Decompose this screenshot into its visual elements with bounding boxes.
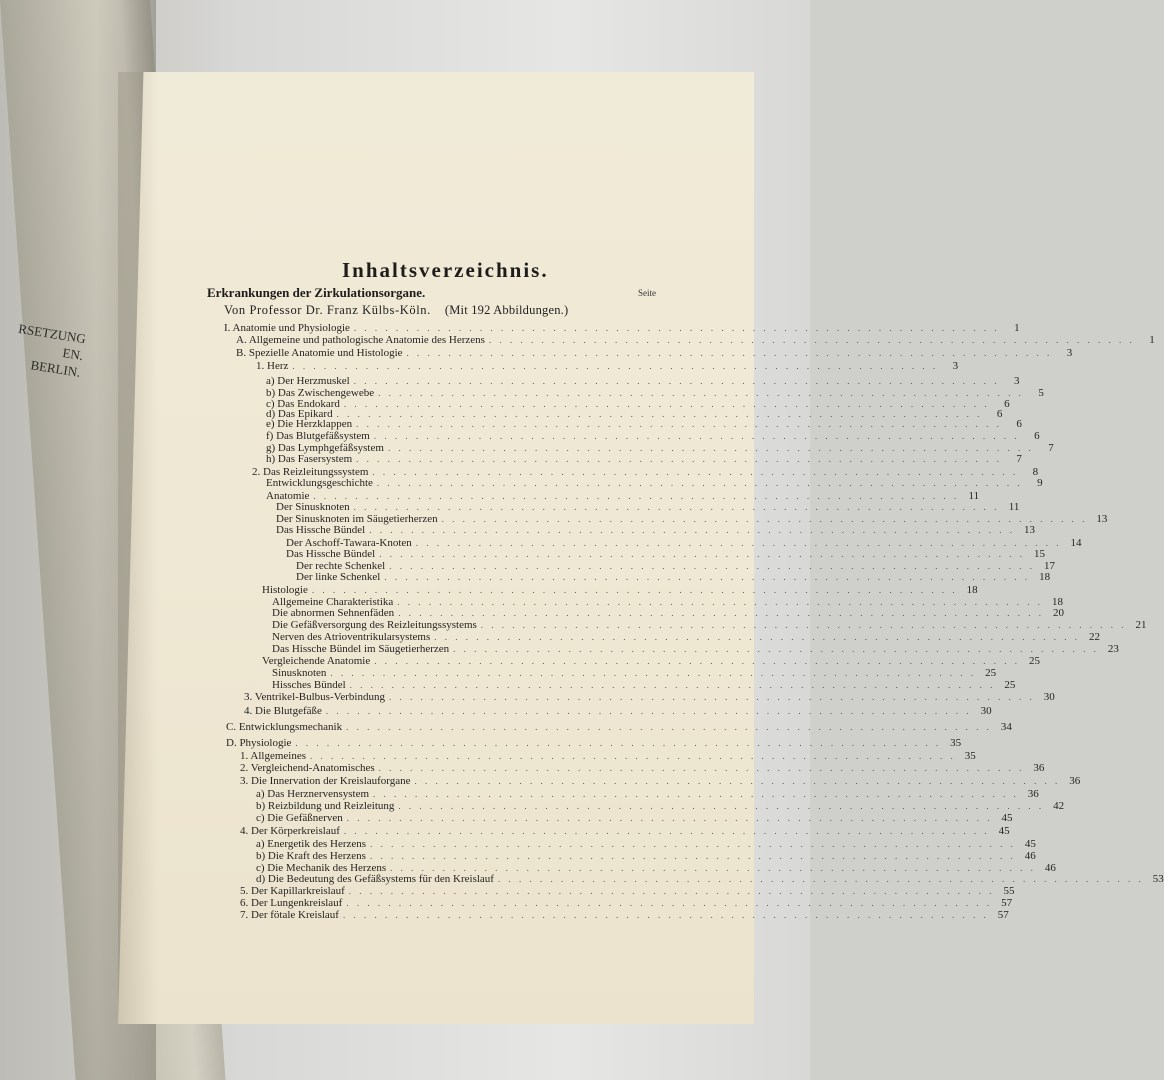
toc-entry-label: Der rechte Schenkel	[296, 560, 386, 572]
toc-entry-page: 18	[966, 584, 978, 596]
leader-dots: . . . . . . . . . . . . . . . . . . . . . . . . . . . . . . . . . . . . . . . . . . . . . . . . . . . . . . . . . . . . . .	[390, 863, 1036, 873]
toc-entry	[256, 812, 1013, 824]
toc-entry-label: 7. Der fötale Kreislauf	[240, 909, 339, 921]
toc-entry-page: 20	[1052, 607, 1064, 619]
leader-dots: . . . . . . . . . . . . . . . . . . . . . . . . . . . . . . . . . . . . . . . . . . . . . . . . . . . . . . . . . . . . . .	[313, 491, 960, 501]
leader-dots: . . . . . . . . . . . . . . . . . . . . . . . . . . . . . . . . . . . . . . . . . . . . . . . . . . . . . . . . . . . . . .	[336, 409, 983, 419]
toc-entry	[240, 762, 1045, 774]
leader-dots: . . . . . . . . . . . . . . . . . . . . . . . . . . . . . . . . . . . . . . . . . . . . . . . . . . . . . . . . . . . . . .	[434, 632, 1080, 642]
toc-entry-label: Nerven des Atrioventrikularsystems	[272, 631, 431, 643]
toc-entry-page: 14	[1070, 537, 1082, 549]
toc-entry	[240, 909, 1009, 921]
toc-entry	[272, 607, 1064, 619]
toc-entry-page: 1	[1014, 322, 1020, 334]
leader-dots: . . . . . . . . . . . . . . . . . . . . . . . . . . . . . . . . . . . . . . . . . . . . . . . . . . . . . . . . . . . . . .	[415, 538, 1062, 548]
leader-dots: . . . . . . . . . . . . . . . . . . . . . . . . . . . . . . . . . . . . . . . . . . . . . . . . . . . . . . . . . . . . . .	[497, 874, 1144, 884]
toc-entry-page: 35	[950, 737, 962, 749]
toc-entry-page: 7	[1016, 453, 1022, 465]
toc-entry-page: 11	[1008, 501, 1020, 513]
toc-entry-page: 15	[1033, 548, 1045, 560]
leader-dots: . . . . . . . . . . . . . . . . . . . . . . . . . . . . . . . . . . . . . . . . . . . . . . . . . . . . . . . . . . . . . .	[387, 443, 1034, 453]
author-line	[224, 303, 568, 318]
toc-entry-label: 4. Der Körperkreislauf	[240, 825, 340, 837]
toc-entry-label: 2. Vergleichend-Anatomisches	[240, 762, 375, 774]
toc-entry-page: 3	[1066, 347, 1073, 359]
leader-dots: . . . . . . . . . . . . . . . . . . . . . . . . . . . . . . . . . . . . . . . . . . . . . . . . . . . . . . . . . . . . . .	[414, 776, 1061, 786]
toc-entry	[256, 800, 1065, 812]
toc-entry-page: 53	[1152, 873, 1164, 885]
toc-entry-page: 46	[1024, 850, 1036, 862]
leader-dots: . . . . . . . . . . . . . . . . . . . . . . . . . . . . . . . . . . . . . . . . . . . . . . . . . . . . . . . . . . . . . .	[376, 478, 1023, 488]
toc-entry-page: 34	[1000, 721, 1012, 733]
leader-dots: . . . . . . . . . . . . . . . . . . . . . . . . . . . . . . . . . . . . . . . . . . . . . . . . . . . . . . . . . . . . . .	[348, 886, 995, 896]
toc-entry	[240, 825, 1010, 837]
toc-entry	[244, 705, 992, 717]
toc-entry-page: 35	[964, 750, 976, 762]
toc-entry-page: 42	[1053, 800, 1065, 812]
leader-dots: . . . . . . . . . . . . . . . . . . . . . . . . . . . . . . . . . . . . . . . . . . . . . . . . . . . . . . . . . . . . . .	[311, 585, 958, 595]
toc-heading: Inhaltsverzeichnis.	[342, 258, 549, 282]
toc-entry	[296, 571, 1051, 583]
toc-entry	[256, 850, 1036, 862]
leader-dots: . . . . . . . . . . . . . . . . . . . . . . . . . . . . . . . . . . . . . . . . . . . . . . . . . . . . . . . . . . . . . .	[349, 680, 996, 690]
toc-entry	[286, 548, 1045, 560]
toc-entry-page: 57	[997, 909, 1009, 921]
toc-entry-page: 45	[998, 825, 1010, 837]
toc-entry-page: 18	[1052, 596, 1064, 608]
toc-entry-label: a) Der Herzmuskel	[266, 375, 350, 387]
toc-entry-page: 45	[1024, 838, 1036, 850]
toc-entry-label: 4. Die Blutgefäße	[244, 705, 322, 717]
toc-entry-label: Entwicklungsgeschichte	[266, 477, 373, 489]
toc-entry-page: 45	[1001, 812, 1013, 824]
toc-entry-page: 57	[1001, 897, 1013, 909]
toc-entry-page: 7	[1048, 442, 1054, 454]
toc-entry-label: a) Das Herznervensystem	[256, 788, 370, 800]
author-name: Von Professor Dr. Franz Külbs-Köln.	[224, 303, 431, 317]
toc-entry-label: c) Die Gefäßnerven	[256, 812, 343, 824]
toc-entry-page: 13	[1096, 513, 1108, 525]
leader-dots: . . . . . . . . . . . . . . . . . . . . . . . . . . . . . . . . . . . . . . . . . . . . . . . . . . . . . . . . . . . . . .	[379, 549, 1025, 559]
leader-dots: . . . . . . . . . . . . . . . . . . . . . . . . . . . . . . . . . . . . . . . . . . . . . . . . . . . . . . . . . . . . . .	[441, 514, 1088, 524]
leader-dots: . . . . . . . . . . . . . . . . . . . . . . . . . . . . . . . . . . . . . . . . . . . . . . . . . . . . . . . . . . . . . .	[373, 431, 1020, 441]
toc-entry-label: Allgemeine Charakteristika	[272, 596, 394, 608]
leader-dots: . . . . . . . . . . . . . . . . . . . . . . . . . . . . . . . . . . . . . . . . . . . . . . . . . . . . . . . . . . . . . .	[353, 376, 1000, 386]
toc-entry-label: 3. Ventrikel-Bulbus-Verbindung	[244, 691, 385, 703]
leader-dots: . . . . . . . . . . . . . . . . . . . . . . . . . . . . . . . . . . . . . . . . . . . . . . . . . . . . . . . . . . . . . .	[384, 572, 1031, 582]
leader-dots: . . . . . . . . . . . . . . . . . . . . . . . . . . . . . . . . . . . . . . . . . . . . . . . . . . . . . . . . . . . . . .	[369, 525, 1015, 535]
toc-entry-label: Hissches Bündel	[272, 679, 346, 691]
toc-entry	[240, 750, 976, 762]
toc-entry-label: Das Hissche Bündel im Säugetierherzen	[272, 643, 450, 655]
toc-entry-label: b) Reizbildung und Reizleitung	[256, 800, 395, 812]
toc-entry-label: Der Aschoff-Tawara-Knoten	[286, 537, 412, 549]
toc-entry-label: Die Gefäßversorgung des Reizleitungssystems	[272, 619, 477, 631]
toc-entry	[276, 524, 1035, 536]
toc-entry-label: Der Sinusknoten	[276, 501, 350, 513]
leader-dots: . . . . . . . . . . . . . . . . . . . . . . . . . . . . . . . . . . . . . . . . . . . . . . . . . . . . . . . . . . . . . .	[353, 323, 1000, 333]
toc-entry-page: 9	[1037, 477, 1043, 489]
toc-entry	[266, 418, 1022, 430]
leader-dots: . . . . . . . . . . . . . . . . . . . . . . . . . . . . . . . . . . . . . . . . . . . . . . . . . . . . . . . . . . . . . .	[343, 826, 990, 836]
toc-entry-label: e) Die Herzklappen	[266, 418, 353, 430]
toc-entry-page: 25	[985, 667, 997, 679]
toc-entry-page: 6	[996, 408, 1003, 420]
toc-entry-label: d) Die Bedeutung des Gefäßsystems für den Kreislauf	[256, 873, 494, 885]
toc-entry	[256, 360, 959, 372]
toc-entry	[236, 334, 1155, 346]
toc-entry-label: 1. Allgemeines	[240, 750, 306, 762]
toc-entry-page: 8	[1032, 466, 1039, 478]
toc-entry-page: 6	[1034, 430, 1040, 442]
toc-entry-page: 25	[1028, 655, 1040, 667]
toc-entry	[240, 775, 1081, 787]
toc-entry	[244, 691, 1055, 703]
toc-entry-label: Das Hissche Bündel	[286, 548, 376, 560]
leader-dots: . . . . . . . . . . . . . . . . . . . . . . . . . . . . . . . . . . . . . . . . . . . . . . . . . . . . . . . . . . . . . .	[369, 851, 1016, 861]
toc-entry-page: 46	[1044, 862, 1056, 874]
leader-dots: . . . . . . . . . . . . . . . . . . . . . . . . . . . . . . . . . . . . . . . . . . . . . . . . . . . . . . . . . . . . . .	[398, 608, 1044, 618]
toc-entry	[276, 501, 1020, 513]
toc-entry-label: 2. Das Reizleitungssystem	[252, 466, 369, 478]
leader-dots: . . . . . . . . . . . . . . . . . . . . . . . . . . . . . . . . . . . . . . . . . . . . . . . . . . . . . . . . . . . . . .	[292, 361, 939, 371]
toc-entry-label: B. Spezielle Anatomie und Histologie	[236, 347, 403, 359]
toc-entry-label: 6. Der Lungenkreislauf	[240, 897, 343, 909]
leader-dots: . . . . . . . . . . . . . . . . . . . . . . . . . . . . . . . . . . . . . . . . . . . . . . . . . . . . . . . . . . . . . .	[372, 467, 1019, 477]
toc-entry-label: b) Die Kraft des Herzens	[256, 850, 366, 862]
toc-entry	[272, 643, 1119, 655]
toc-entry-label: 5. Der Kapillarkreislauf	[240, 885, 345, 897]
leader-dots: . . . . . . . . . . . . . . . . . . . . . . . . . . . . . . . . . . . . . . . . . . . . . . . . . . . . . . . . . . . . . .	[343, 399, 990, 409]
toc-entry	[266, 375, 1020, 387]
toc-entry-label: Sinusknoten	[272, 667, 327, 679]
toc-entry	[256, 838, 1036, 850]
toc-entry-label: Der linke Schenkel	[296, 571, 381, 583]
toc-entry	[272, 631, 1100, 643]
leader-dots: . . . . . . . . . . . . . . . . . . . . . . . . . . . . . . . . . . . . . . . . . . . . . . . . . . . . . . . . . . . . . .	[330, 668, 977, 678]
toc-entry-page: 25	[1004, 679, 1016, 691]
leader-dots: . . . . . . . . . . . . . . . . . . . . . . . . . . . . . . . . . . . . . . . . . . . . . . . . . . . . . . . . . . . . . .	[356, 419, 1002, 429]
toc-entry	[272, 667, 997, 679]
toc-entry-label: d) Das Epikard	[266, 408, 333, 420]
toc-entry-page: 3	[952, 360, 959, 372]
toc-entry	[240, 885, 1015, 897]
toc-entry	[266, 477, 1043, 489]
leader-dots: . . . . . . . . . . . . . . . . . . . . . . . . . . . . . . . . . . . . . . . . . . . . . . . . . . . . . . . . . . . . . .	[370, 839, 1016, 849]
toc-entry-label: 3. Die Innervation der Kreislauforgane	[240, 775, 411, 787]
toc-entry	[240, 897, 1013, 909]
leader-dots: . . . . . . . . . . . . . . . . . . . . . . . . . . . . . . . . . . . . . . . . . . . . . . . . . . . . . . . . . . . . . .	[353, 502, 1000, 512]
toc-entry	[266, 430, 1040, 442]
toc-entry	[272, 679, 1016, 691]
toc-entry-page: 55	[1003, 885, 1015, 897]
spine-shadow	[118, 72, 158, 1024]
toc-entry-label: b) Das Zwischengewebe	[266, 387, 375, 399]
leader-dots: . . . . . . . . . . . . . . . . . . . . . . . . . . . . . . . . . . . . . . . . . . . . . . . . . . . . . . . . . . . . . .	[346, 898, 993, 908]
toc-entry-label: g) Das Lymphgefäßsystem	[266, 442, 384, 454]
leader-dots: . . . . . . . . . . . . . . . . . . . . . . . . . . . . . . . . . . . . . . . . . . . . . . . . . . . . . . . . . . . . . .	[406, 348, 1053, 358]
toc-entry-page: 11	[968, 490, 980, 502]
toc-entry-page: 3	[1013, 375, 1020, 387]
leader-dots: . . . . . . . . . . . . . . . . . . . . . . . . . . . . . . . . . . . . . . . . . . . . . . . . . . . . . . . . . . . . . .	[342, 910, 989, 920]
leader-dots: . . . . . . . . . . . . . . . . . . . . . . . . . . . . . . . . . . . . . . . . . . . . . . . . . . . . . . . . . . . . . .	[373, 789, 1019, 799]
toc-entry	[224, 322, 1020, 334]
toc-entry-label: c) Das Endokard	[266, 398, 340, 410]
leader-dots: . . . . . . . . . . . . . . . . . . . . . . . . . . . . . . . . . . . . . . . . . . . . . . . . . . . . . . . . . . . . . .	[346, 813, 993, 823]
toc-entry-label: Histologie	[262, 584, 308, 596]
toc-entry	[262, 655, 1040, 667]
toc-entry-label: c) Die Mechanik des Herzens	[256, 862, 387, 874]
leader-dots: . . . . . . . . . . . . . . . . . . . . . . . . . . . . . . . . . . . . . . . . . . . . . . . . . . . . . . . . . . . . . .	[295, 738, 942, 748]
toc-entry	[226, 721, 1012, 733]
toc-entry-page: 6	[1016, 418, 1022, 430]
toc-entry-page: 36	[1033, 762, 1045, 774]
toc-entry-page: 18	[1039, 571, 1051, 583]
toc-entry-page: 13	[1023, 524, 1035, 536]
leader-dots: . . . . . . . . . . . . . . . . . . . . . . . . . . . . . . . . . . . . . . . . . . . . . . . . . . . . . . . . . . . . . .	[374, 656, 1020, 666]
toc-entry-page: 30	[1043, 691, 1055, 703]
left-page-line: EN.	[61, 345, 85, 364]
toc-entry-label: D. Physiologie	[226, 737, 292, 749]
toc-entry	[236, 347, 1073, 359]
leader-dots: . . . . . . . . . . . . . . . . . . . . . . . . . . . . . . . . . . . . . . . . . . . . . . . . . . . . . . . . . . . . . .	[378, 388, 1024, 398]
leader-dots: . . . . . . . . . . . . . . . . . . . . . . . . . . . . . . . . . . . . . . . . . . . . . . . . . . . . . . . . . . . . . .	[453, 644, 1099, 654]
leader-dots: . . . . . . . . . . . . . . . . . . . . . . . . . . . . . . . . . . . . . . . . . . . . . . . . . . . . . . . . . . . . . .	[488, 335, 1135, 345]
toc-entry-label: I. Anatomie und Physiologie	[224, 322, 350, 334]
leader-dots: . . . . . . . . . . . . . . . . . . . . . . . . . . . . . . . . . . . . . . . . . . . . . . . . . . . . . . . . . . . . . .	[346, 722, 992, 732]
toc-entry-page: 36	[1069, 775, 1081, 787]
toc-entry-page: 21	[1135, 619, 1147, 631]
leader-dots: . . . . . . . . . . . . . . . . . . . . . . . . . . . . . . . . . . . . . . . . . . . . . . . . . . . . . . . . . . . . . .	[388, 692, 1035, 702]
toc-entry-page: 30	[980, 705, 992, 717]
left-page-line: RSETZUNG	[17, 320, 87, 347]
toc-entry-label: h) Das Fasersystem	[266, 453, 353, 465]
toc-entry	[226, 737, 962, 749]
left-page-line: BERLIN.	[29, 357, 82, 380]
toc-entry-label: Anatomie	[266, 490, 310, 502]
toc-entry-page: 23	[1107, 643, 1119, 655]
leader-dots: . . . . . . . . . . . . . . . . . . . . . . . . . . . . . . . . . . . . . . . . . . . . . . . . . . . . . . . . . . . . . .	[378, 763, 1025, 773]
toc-entry-label: Die abnormen Sehnenfäden	[272, 607, 395, 619]
toc-entry	[262, 584, 978, 596]
toc-entry	[266, 453, 1022, 465]
leader-dots: . . . . . . . . . . . . . . . . . . . . . . . . . . . . . . . . . . . . . . . . . . . . . . . . . . . . . . . . . . . . . .	[480, 620, 1127, 630]
toc-entry-label: Vergleichende Anatomie	[262, 655, 371, 667]
leader-dots: . . . . . . . . . . . . . . . . . . . . . . . . . . . . . . . . . . . . . . . . . . . . . . . . . . . . . . . . . . . . . .	[397, 597, 1044, 607]
section-title: Erkrankungen der Zirkulationsorgane.	[207, 285, 426, 300]
leader-dots: . . . . . . . . . . . . . . . . . . . . . . . . . . . . . . . . . . . . . . . . . . . . . . . . . . . . . . . . . . . . . .	[325, 706, 972, 716]
page-column-label: Seite	[638, 288, 656, 298]
toc-entry-label: 1. Herz	[256, 360, 289, 372]
toc-entry-label: Das Hissche Bündel	[276, 524, 366, 536]
toc-entry	[256, 873, 1164, 885]
toc-entry	[256, 788, 1039, 800]
toc-entry-page: 6	[1004, 398, 1010, 410]
toc-entry-page: 36	[1027, 788, 1039, 800]
toc-entry-label: a) Energetik des Herzens	[256, 838, 367, 850]
toc-entry-page: 1	[1149, 334, 1155, 346]
leader-dots: . . . . . . . . . . . . . . . . . . . . . . . . . . . . . . . . . . . . . . . . . . . . . . . . . . . . . . . . . . . . . .	[389, 561, 1035, 571]
leader-dots: . . . . . . . . . . . . . . . . . . . . . . . . . . . . . . . . . . . . . . . . . . . . . . . . . . . . . . . . . . . . . .	[356, 454, 1002, 464]
toc-entry-page: 22	[1089, 631, 1100, 643]
toc-entry-label: A. Allgemeine und pathologische Anatomie des Herzens	[236, 334, 485, 346]
toc-entry-page: 17	[1043, 560, 1055, 572]
toc-entry-label: Der Sinusknoten im Säugetierherzen	[276, 513, 438, 525]
toc-entry	[272, 619, 1147, 631]
leader-dots: . . . . . . . . . . . . . . . . . . . . . . . . . . . . . . . . . . . . . . . . . . . . . . . . . . . . . . . . . . . . . .	[398, 801, 1045, 811]
illustrations-note: (Mit 192 Abbildungen.)	[444, 303, 569, 317]
toc-entry-page: 5	[1038, 387, 1044, 399]
leader-dots: . . . . . . . . . . . . . . . . . . . . . . . . . . . . . . . . . . . . . . . . . . . . . . . . . . . . . . . . . . . . . .	[310, 751, 956, 761]
toc-entry-label: C. Entwicklungsmechanik	[226, 721, 343, 733]
toc-entry-label: f) Das Blutgefäßsystem	[266, 430, 370, 442]
